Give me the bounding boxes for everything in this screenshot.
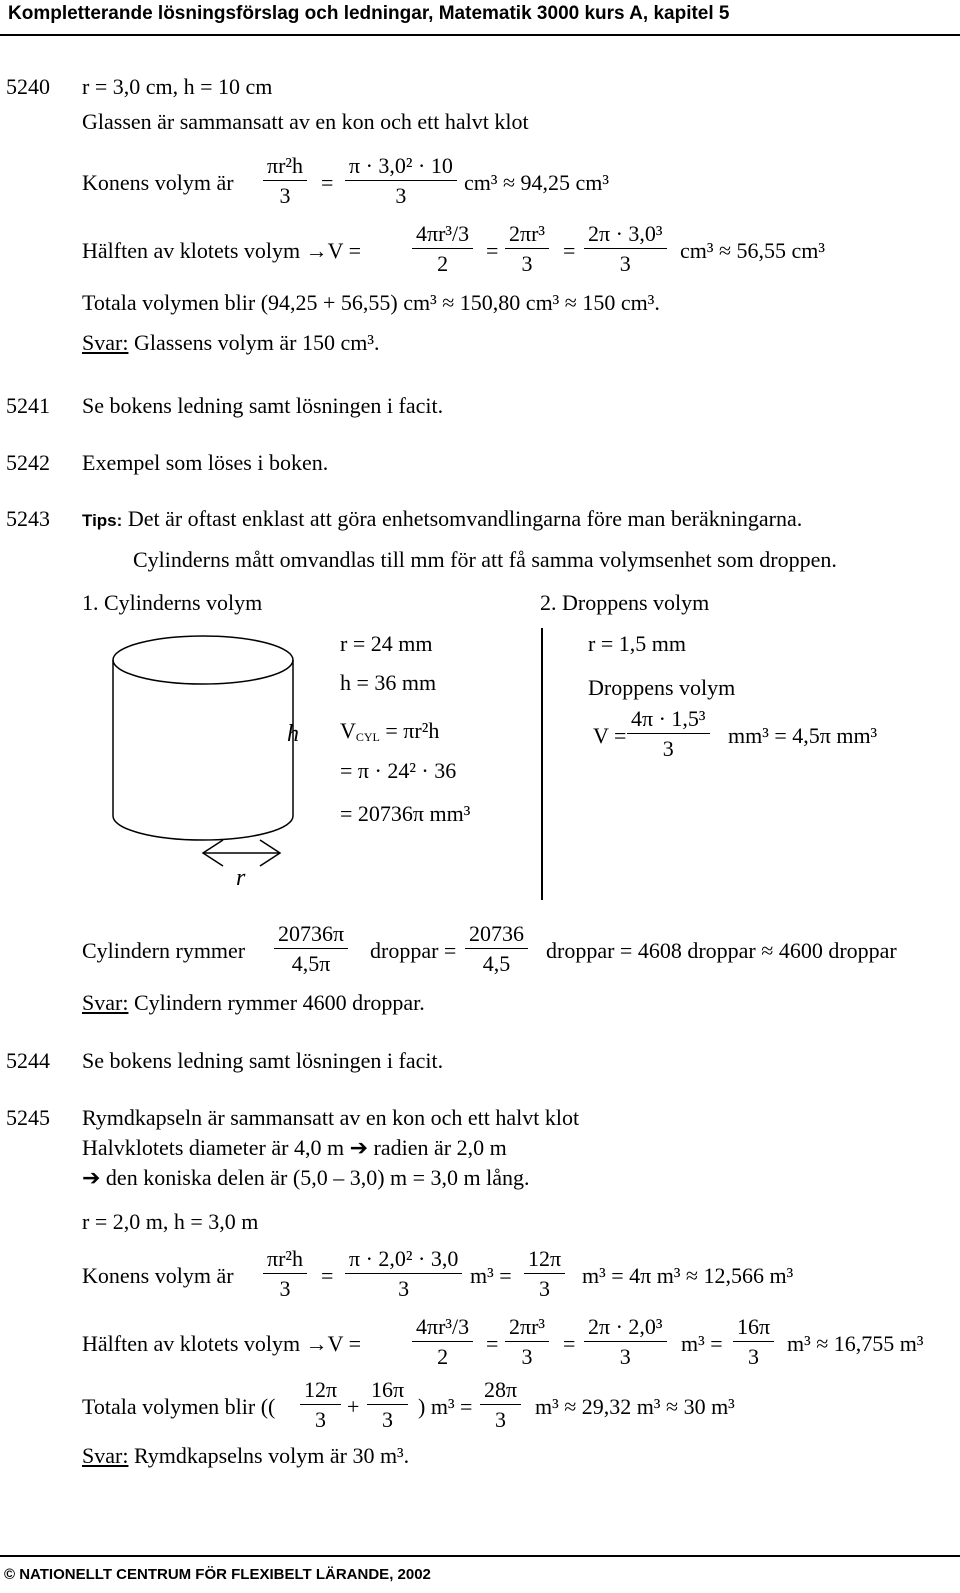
cylinder-diagram [95,630,325,890]
problem-number-5245: 5245 [6,1105,50,1130]
height-label: h [287,721,299,747]
answer-text: Rymdkapselns volym är 30 m³. [133,1443,410,1468]
capacity-middle: droppar = [370,938,457,963]
problem-text-5242: Exempel som löses i boken. [82,450,329,475]
tips-line [82,508,802,530]
problem-number-5242: 5242 [6,450,50,475]
cone-result: cm³ ≈ 94,25 cm³ [464,170,610,195]
intro-text: Glassen är sammansatt av en kon och ett halvt klot [82,109,529,134]
answer-label: Svar: [82,990,129,1015]
plus-sign: + [347,1394,360,1419]
answer-text: Cylindern rymmer 4600 droppar. [133,990,425,1015]
cylinder-height: h = 36 mm [340,670,437,695]
cylinder-volume-substitution: = π · 24² · 36 [340,758,457,783]
total-volume: Totala volymen blir (94,25 + 56,55) cm³ ≈ 150,80 cm³ ≈ 150 cm³. [82,290,660,315]
hemisphere-fraction-3: $\frac{\text{2π · 2,0³}}{3}$ [584,1316,667,1368]
problem-number-5240: 5240 [6,74,50,99]
total-fraction-2: $\frac{16\pi}{3}$ [367,1379,408,1431]
column-1-title: 1. Cylinderns volym [82,590,263,615]
footer-rule [0,1555,960,1557]
cylinder-top [113,636,293,684]
cone-fraction-3: $\frac{12\pi}{3}$ [524,1248,565,1300]
cylinder-bottom [113,816,293,840]
cone-fraction-1: $\frac{\text{πr²h}}{3}$ [263,1248,307,1300]
answer-line [82,332,379,354]
equals-sign: = [486,1331,499,1356]
cylinder-radius: r = 24 mm [340,631,433,656]
cone-fraction-2: $\frac{\text{π · 2,0² · 3,0}}{3}$ [345,1248,462,1300]
answer-label: Svar: [82,1443,129,1468]
cone-fraction-1: $\frac{\text{πr²h}}{3}$ [263,155,307,207]
cone-result: m³ = 4π m³ ≈ 12,566 m³ [582,1263,794,1288]
page-header: Kompletterande lösningsförslag och ledningar, Matematik 3000 kurs A, kapitel 5 [8,3,730,24]
equals-sign: = [321,1263,334,1288]
cylinder-volume-result: = 20736π mm³ [340,801,471,826]
total-label: Totala volymen blir (( [82,1394,276,1419]
hemisphere-label: Hälften av klotets volym →V = [82,238,362,263]
drop-radius: r = 1,5 mm [588,631,686,656]
capacity-result: droppar = 4608 droppar ≈ 4600 droppar [546,938,897,963]
text-line-3: ➔ den koniska delen är (5,0 – 3,0) m = 3,0 m lång. [82,1165,530,1190]
cone-fraction-2: $\frac{\text{π · 3,0² · 10}}{3}$ [345,155,457,207]
cone-label: Konens volym är [82,170,234,195]
hemisphere-label: Hälften av klotets volym →V = [82,1331,362,1356]
given-values: r = 3,0 cm, h = 10 cm [82,74,273,99]
hemisphere-result: cm³ ≈ 56,55 cm³ [680,238,826,263]
equals-sign: = [321,170,334,195]
drop-volume-label: V = [593,723,627,748]
drop-volume-title: Droppens volym [588,675,736,700]
equals-sign: = [563,238,576,263]
tips-text: Det är oftast enklast att göra enhetsomvandlingarna före man beräkningarna. [127,506,803,531]
tips-label: Tips: [82,511,123,530]
hemisphere-fraction-1: $\frac{\text{4πr³/3}}{2}$ [412,1316,473,1368]
given-values: r = 2,0 m, h = 3,0 m [82,1209,259,1234]
hemisphere-fraction-1: $\frac{\text{4πr³/3}}{2}$ [412,223,473,275]
cylinder-volume-formula: $V_{CYL} = \pi r^2h$ [340,718,440,744]
drop-volume-result: mm³ = 4,5π mm³ [728,723,878,748]
problem-text-5241: Se bokens ledning samt lösningen i facit. [82,393,444,418]
hemisphere-fraction-2: $\frac{\text{2πr³}}{3}$ [505,1316,549,1368]
capacity-label: Cylindern rymmer [82,938,246,963]
hemisphere-middle: m³ = [681,1331,723,1356]
radius-label: r [236,865,246,891]
capacity-fraction-2: $\frac{20736}{4,5}$ [465,923,528,975]
drop-volume-fraction: $\frac{\text{4π · 1,5³}}{3}$ [627,708,710,760]
tips-text-2: Cylinderns mått omvandlas till mm för att få samma volymsenhet som droppen. [133,547,837,572]
problem-number-5241: 5241 [6,393,50,418]
answer-line [82,1445,409,1467]
column-divider [541,628,543,900]
text-line-2: Halvklotets diameter är 4,0 m ➔ radien är 2,0 m [82,1135,507,1160]
column-2-title: 2. Droppens volym [540,590,710,615]
header-rule [0,34,960,36]
footer-copyright: © NATIONELLT CENTRUM FÖR FLEXIBELT LÄRANDE, 2002 [4,1566,431,1583]
problem-text-5244: Se bokens ledning samt lösningen i facit. [82,1048,444,1073]
problem-number-5244: 5244 [6,1048,50,1073]
answer-line [82,992,425,1014]
equals-sign: = [563,1331,576,1356]
cone-middle: m³ = [470,1263,512,1288]
total-fraction-3: $\frac{28\pi}{3}$ [480,1379,521,1431]
equals-sign: = [486,238,499,263]
text-line-1: Rymdkapseln är sammansatt av en kon och ett halvt klot [82,1105,580,1130]
answer-text: Glassens volym är 150 cm³. [133,330,380,355]
hemisphere-fraction-3: $\frac{\text{2π · 3,0³}}{3}$ [584,223,667,275]
problem-number-5243: 5243 [6,506,50,531]
cone-label: Konens volym är [82,1263,234,1288]
capacity-fraction-1: $\frac{20736\pi}{4,5\pi}$ [274,923,348,975]
answer-label: Svar: [82,330,129,355]
hemisphere-result: m³ ≈ 16,755 m³ [787,1331,924,1356]
hemisphere-fraction-4: $\frac{16\pi}{3}$ [733,1316,774,1368]
total-middle: ) m³ = [418,1394,473,1419]
total-fraction-1: $\frac{12\pi}{3}$ [300,1379,341,1431]
hemisphere-fraction-2: $\frac{\text{2πr³}}{3}$ [505,223,549,275]
total-result: m³ ≈ 29,32 m³ ≈ 30 m³ [535,1394,735,1419]
